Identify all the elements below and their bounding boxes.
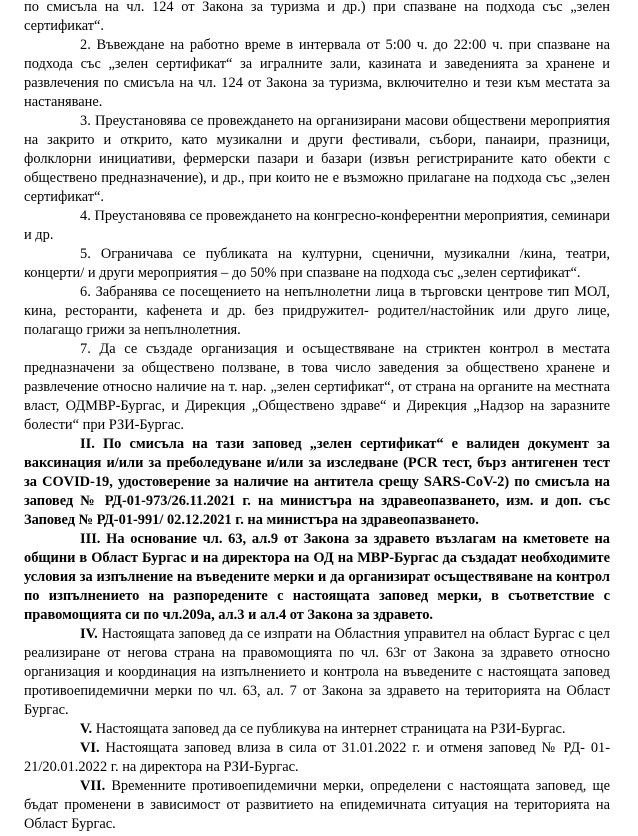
section-iv xyxy=(24,625,610,720)
paragraph-7: 7. Да се създаде организация и осъществяване на стриктен контрол в местата предназначени за обществено ползване, в това число заведения за обществено хранене и развлечение относно наличие на т. нар. „зелен сертификат“, от страна на органите на местната власт, ОДМВР-Бургас, и Дирекция „Обществено здраве“ и Дирекция „Надзор на заразните болести“ при РЗИ-Бургас. xyxy=(24,341,610,433)
section-iii-text: На основание чл. 63, ал.9 от Закона за здравето възлагам на кметовете на общини в Област Бургас и на директора на ОД на МВР-Бургас да създадат необходимите условия за изпълнение на въведените мерки и да организират осъществяване на контрол по изпълнението на разпоредените с настоящата заповед мерки, в съответствие с правомощията си по чл.209а, ал.3 и ал.4 от Закона за здравето. xyxy=(24,531,610,623)
paragraph-4: 4. Преустановява се провеждането на конгресно-конферентни мероприятия, семинари и др. xyxy=(24,208,610,243)
section-iii-number: III. xyxy=(80,531,101,547)
section-ii-text: По смисъла на тази заповед „зелен сертификат“ е валиден документ за ваксинация и/или за преболедуване и/или за изследване (PCR тест, бърз антигенен тест за COVID-19, удостоверение за наличие на антитела срещу SARS-CoV-2) по смисъла на заповед № РД-01-973/26.11.2021 г. на министъра на здравеопазването, изм. и доп. със Заповед № РД-01-991/ 02.12.2021 г. на министъра на здравеопазването. xyxy=(24,436,610,528)
section-vi xyxy=(24,739,610,777)
paragraph-3: 3. Преустановява се провеждането на организирани масови обществени мероприятия на закрито и открито, като музикални и други фестивали, събори, панаири, празници, фолклорни инициативи, фермерски пазари и базари (извън регистрираните като обекти с обществено предназначение), и др., при които не е възможно прилагане на подхода със „зелен сертификат“. xyxy=(24,113,610,205)
paragraph-continuation: по смисъла на чл. 124 от Закона за туризма и др.) при спазване на подхода със „зелен сертификат“. xyxy=(24,0,610,34)
section-iv-number: IV. xyxy=(80,626,98,642)
section-iv-text: Настоящата заповед да се изпрати на Областния управител на област Бургас с цел реализиране от негова страна на правомощията по чл. 63г от Закона за здравето относно организация и координация на изпълнението и контрола на въведените с настоящата заповед противоепидемични мерки по чл. 63, ал. 7 от Закона за здравето на територията на Област Бургас. xyxy=(24,626,610,718)
section-vii-number: VII. xyxy=(80,778,106,794)
paragraph-2: 2. Въвеждане на работно време в интервала от 5:00 ч. до 22:00 ч. при спазване на подхода със „зелен сертификат“ за игралните зали, казината и заведенията за хранене и развлечения по смисъла на чл. 124 от Закона за туризма, включително и тези към местата за настаняване. xyxy=(24,37,610,110)
section-vi-number: VI. xyxy=(80,740,100,756)
section-v xyxy=(24,720,610,739)
section-v-text: Настоящата заповед да се публикува на интернет страницата на РЗИ-Бургас. xyxy=(92,721,566,737)
section-vii-text: Временните противоепидемични мерки, определени с настоящата заповед, ще бъдат променени в зависимост от развитието на епидемичната ситуация на територията на Област Бургас. xyxy=(24,778,610,832)
section-v-number: V. xyxy=(80,721,93,737)
section-ii-number: II. xyxy=(80,436,95,452)
section-vi-text: Настоящата заповед влиза в сила от 31.01.2022 г. и отменя заповед № РД- 01-21/20.01.2022 г. на директора на РЗИ-Бургас. xyxy=(24,740,610,775)
section-vii xyxy=(24,777,610,834)
section-iii xyxy=(24,530,610,625)
paragraph-6: 6. Забранява се посещението на непълнолетни лица в търговски центрове тип МОЛ, кина, ресторанти, кафенета и др. без придружител- родител/настойник или друго лице, полагащо грижи за непълнолетния. xyxy=(24,284,610,338)
paragraph-5: 5. Ограничава се публиката на културни, сценични, музикални /кина, театри, концерти/ и други мероприятия – до 50% при спазване на подхода със „зелен сертификат“. xyxy=(24,246,610,281)
section-ii xyxy=(24,435,610,530)
